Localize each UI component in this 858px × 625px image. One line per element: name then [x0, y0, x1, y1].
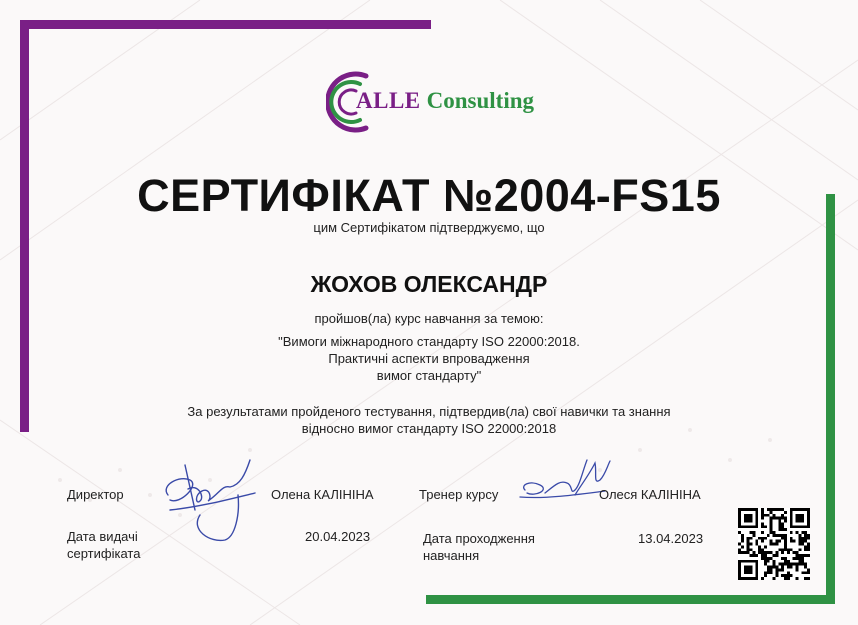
trainer-label: Тренер курсу: [419, 487, 499, 502]
trainer-name: Олеся КАЛІНІНА: [599, 487, 701, 502]
training-date-label: [423, 530, 535, 564]
director-signature: [150, 455, 260, 545]
course-line: "Вимоги міжнародного стандарту ISO 22000:2018.: [278, 334, 580, 349]
issue-date-label-line: сертифіката: [67, 546, 141, 561]
certificate-title: СЕРТИФІКАТ №2004-FS15: [137, 170, 721, 221]
course-title: [0, 333, 858, 384]
logo-brand: ALLE: [356, 88, 421, 113]
frame-purple-top: [20, 20, 431, 29]
certificate-subtitle: цим Сертифікатом підтверджуємо, що: [313, 220, 545, 235]
director-label: Директор: [67, 487, 124, 502]
training-date-label-line: Дата проходження: [423, 531, 535, 546]
course-line: вимог стандарту": [376, 368, 482, 383]
training-date: 13.04.2023: [638, 531, 704, 546]
course-line: Практичні аспекти впровадження: [328, 351, 530, 366]
logo-suffix: Consulting: [426, 88, 535, 113]
frame-green-right: [826, 194, 835, 604]
result-line: За результатами пройденого тестування, підтвердив(ла) свої навички та знання: [187, 404, 671, 419]
result-line: відносно вимог стандарту ISO 22000:2018: [301, 421, 557, 436]
director-name: Олена КАЛІНІНА: [271, 487, 374, 502]
logo-wordmark: [356, 88, 534, 114]
issue-date-label: [67, 528, 140, 562]
issue-date-label-line: Дата видачі: [67, 529, 138, 544]
frame-green-bottom: [426, 595, 835, 604]
issue-date: 20.04.2023: [305, 529, 371, 544]
course-intro: пройшов(ла) курс навчання за темою:: [314, 311, 544, 326]
recipient-name: ЖОХОВ ОЛЕКСАНДР: [310, 271, 548, 297]
training-date-label-line: навчання: [423, 548, 480, 563]
result-statement: [0, 403, 858, 437]
qr-code[interactable]: [738, 508, 810, 580]
